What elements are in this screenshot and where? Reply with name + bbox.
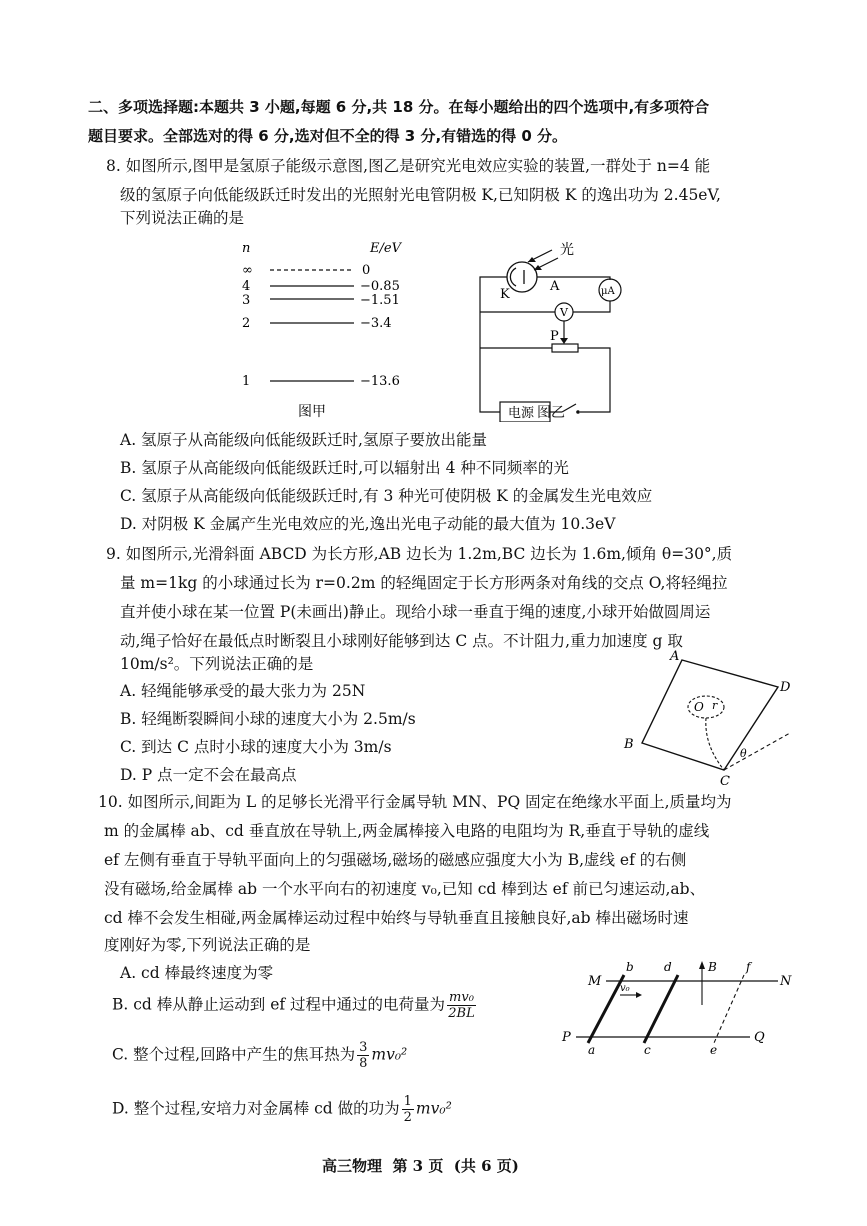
q10-option-d: [112, 1094, 452, 1125]
q10-option-c-text: C. 整个过程,回路中产生的焦耳热为: [112, 1045, 356, 1064]
phototube: [507, 262, 537, 292]
rectangle-abcd: [642, 660, 778, 770]
power-supply-label: 电源: [508, 406, 535, 421]
trajectory: [706, 718, 724, 770]
section-header-line2: 题目要求。全部选对的得 6 分,选对但不全的得 3 分,有错选的得 0 分。: [88, 127, 568, 145]
q10-option-b-numerator: mv₀: [449, 990, 474, 1005]
q8-option-d: D. 对阴极 K 金属产生光电效应的光,逸出光电子动能的最大值为 10.3eV: [120, 515, 616, 533]
level-e-inf: 0: [362, 263, 371, 278]
q10-stem-line3: ef 左侧有垂直于导轨平面向上的匀强磁场,磁场的磁感应强度大小为 B,虚线 ef 的右侧: [104, 851, 687, 869]
level-e-4: −0.85: [360, 279, 400, 294]
vertex-b-label: B: [624, 737, 634, 752]
q10-option-b: [112, 990, 478, 1021]
vertex-d-label: D: [780, 680, 791, 695]
level-e-2: −3.4: [360, 316, 392, 331]
page-footer: 高三物理 第 3 页 (共 6 页): [322, 1157, 519, 1175]
level-n-inf: ∞: [242, 263, 253, 278]
rail-p-label: P: [562, 1030, 571, 1045]
rod-cd: [644, 975, 678, 1043]
level-n-4: 4: [242, 279, 251, 294]
level-n-1: 1: [242, 374, 251, 389]
center-o-label: O: [694, 700, 704, 714]
section-header-line1: 二、多项选择题:本题共 3 小题,每题 6 分,共 18 分。在每小题给出的四个选项中,有多项符合: [88, 98, 710, 116]
horizontal-reference: [724, 733, 790, 770]
q8-option-a: A. 氢原子从高能级向低能级跃迁时,氢原子要放出能量: [120, 431, 487, 449]
energy-level-diagram: [230, 232, 430, 422]
rod-b-label: b: [626, 960, 634, 974]
q10-stem-line4: 没有磁场,给金属棒 ab 一个水平向右的初速度 v₀,已知 cd 棒到达 ef 前已匀速运动,ab、: [104, 880, 706, 898]
q10-option-c-denominator: 8: [359, 1056, 368, 1071]
anode-label: A: [550, 279, 560, 294]
light-label: 光: [560, 242, 574, 258]
photoelectric-circuit-diagram: [470, 232, 635, 422]
q8-stem-line2: 级的氢原子向低能级跃迁时发出的光照射光电管阴极 K,已知阴极 K 的逸出功为 2.45eV,: [120, 186, 721, 204]
q10-stem-line6: 度刚好为零,下列说法正确的是: [104, 936, 311, 954]
q10-option-a: A. cd 棒最终速度为零: [120, 964, 274, 982]
q9-option-a: A. 轻绳能够承受的最大张力为 25N: [120, 682, 366, 700]
q8-stem-line3: 下列说法正确的是: [120, 209, 245, 227]
rail-n-label: N: [780, 974, 792, 989]
cathode-label: K: [500, 287, 510, 302]
level-n-2: 2: [242, 316, 251, 331]
q10-stem-line5: cd 棒不会发生相碰,两金属棒运动过程中始终与导轨垂直且接触良好,ab 棒出磁场时速: [104, 909, 689, 927]
microammeter-label: μA: [601, 286, 615, 297]
q10-option-c-numerator: 3: [359, 1040, 368, 1055]
q10-stem-line2: m 的金属棒 ab、cd 垂直放在导轨上,两金属棒接入电路的电阻均为 R,垂直于导轨的虚线: [104, 822, 710, 840]
field-b-label: B: [708, 960, 717, 974]
angle-theta-label: θ: [740, 747, 747, 760]
q10-option-b-denominator: 2BL: [448, 1006, 475, 1021]
q9-option-c: C. 到达 C 点时小球的速度大小为 3m/s: [120, 738, 392, 756]
voltmeter-label: V: [560, 306, 568, 319]
q10-option-d-tail: mv₀²: [415, 1099, 452, 1118]
q10-option-c-tail: mv₀²: [371, 1045, 408, 1064]
q9-stem-line4: 动,绳子恰好在最低点时断裂且小球刚好能够到达 C 点。不计阻力,重力加速度 g 取: [120, 632, 683, 650]
q8-option-c: C. 氢原子从高能级向低能级跃迁时,有 3 种光可使阴极 K 的金属发生光电效应: [120, 487, 653, 505]
q8-option-b: B. 氢原子从高能级向低能级跃迁时,可以辐射出 4 种不同频率的光: [120, 459, 569, 477]
q10-stem-line1: 10. 如图所示,间距为 L 的足够长光滑平行金属导轨 MN、PQ 固定在绝缘水平面上,质量均为: [98, 793, 732, 811]
radius-label: r: [712, 699, 718, 712]
slider-label: P: [550, 329, 559, 344]
boundary-f-label: f: [746, 960, 751, 974]
rails-diagram: [558, 955, 798, 1055]
incline-diagram: [620, 645, 800, 790]
rod-c-label: c: [644, 1043, 651, 1055]
n-axis-label: n: [242, 241, 251, 256]
rail-q-label: Q: [754, 1030, 765, 1045]
q10-option-b-text: B. cd 棒从静止运动到 ef 过程中通过的电荷量为: [112, 995, 446, 1014]
figure-a-caption: 图甲: [298, 404, 326, 420]
q10-option-d-denominator: 2: [403, 1110, 412, 1125]
boundary-e-label: e: [710, 1043, 718, 1055]
q9-option-d: D. P 点一定不会在最高点: [120, 766, 297, 784]
level-e-3: −1.51: [360, 293, 400, 308]
boundary-ef: [714, 975, 744, 1043]
energy-axis-label: E/eV: [370, 241, 401, 256]
vertex-a-label: A: [670, 649, 680, 664]
level-n-3: 3: [242, 293, 251, 308]
q9-stem-line2: 量 m=1kg 的小球通过长为 r=0.2m 的轻绳固定于长方形两条对角线的交点 O,将轻绳拉: [120, 574, 728, 592]
figure-b-caption: 图乙: [537, 405, 565, 421]
velocity-v0-label: v₀: [620, 983, 630, 994]
vertex-c-label: C: [720, 774, 730, 789]
rod-a-label: a: [588, 1043, 596, 1055]
q9-stem-line3: 直并使小球在某一位置 P(未画出)静止。现给小球一垂直于绳的速度,小球开始做圆周运: [120, 603, 711, 621]
rheostat: [552, 344, 578, 352]
q10-option-d-text: D. 整个过程,安培力对金属棒 cd 做的功为: [112, 1099, 400, 1118]
q9-stem-line1: 9. 如图所示,光滑斜面 ABCD 为长方形,AB 边长为 1.2m,BC 边长为 1.6m,倾角 θ=30°,质: [106, 545, 733, 563]
rod-d-label: d: [664, 960, 672, 974]
rail-m-label: M: [588, 974, 602, 989]
q9-stem-line5: 10m/s²。下列说法正确的是: [120, 655, 314, 673]
level-e-1: −13.6: [360, 374, 400, 389]
q9-option-b: B. 轻绳断裂瞬间小球的速度大小为 2.5m/s: [120, 710, 416, 728]
q8-stem-line1: 8. 如图所示,图甲是氢原子能级示意图,图乙是研究光电效应实验的装置,一群处于 n=4 能: [106, 157, 711, 175]
q10-option-d-numerator: 1: [403, 1094, 412, 1109]
q10-option-c: [112, 1040, 407, 1071]
